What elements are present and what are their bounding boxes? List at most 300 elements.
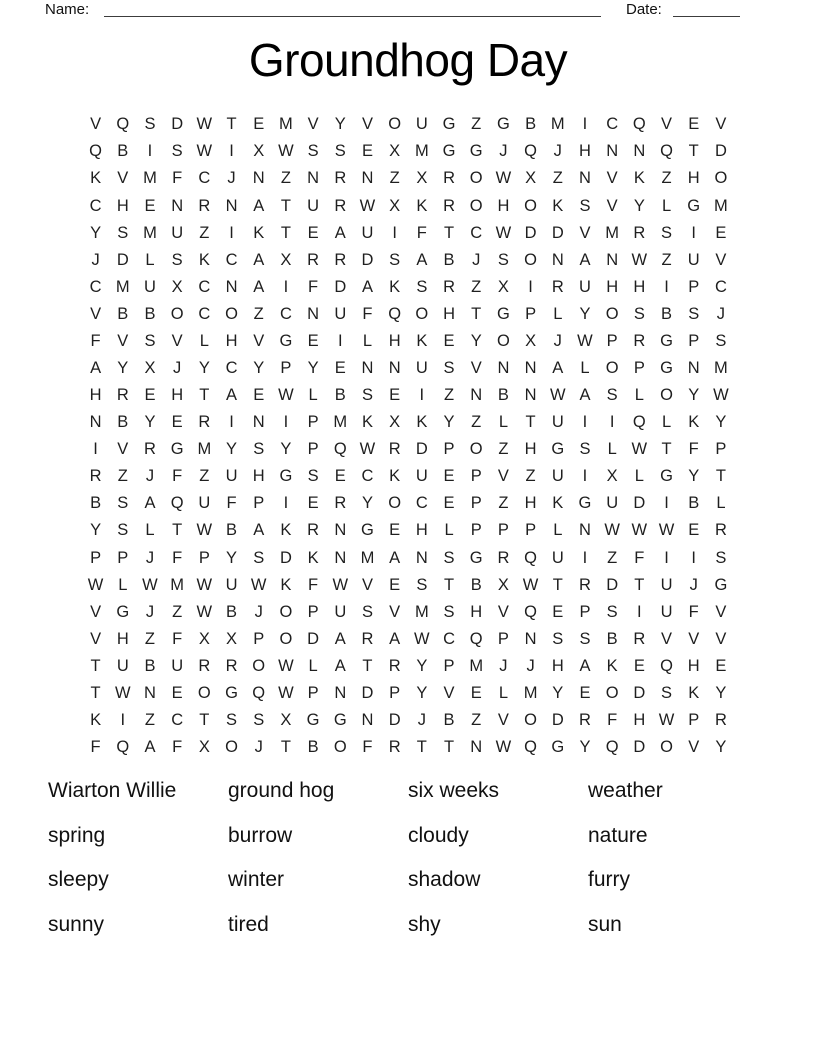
grid-letter-r2c18: J [553,142,562,161]
grid-letter-r20c9: D [307,629,320,648]
grid-letter-r16c17: P [525,521,537,540]
grid-letter-r9c2: V [117,331,129,350]
grid-letter-r9c10: I [337,331,343,350]
grid-letter-r2c4: S [171,142,183,161]
grid-letter-r1c12: O [388,115,402,134]
grid-letter-r7c7: A [253,277,265,296]
grid-letter-r19c8: O [279,602,293,621]
grid-letter-r21c4: U [171,656,184,675]
grid-letter-r14c1: R [89,467,102,486]
grid-letter-r8c1: V [90,304,102,323]
word-item-shy: shy [408,912,441,936]
grid-letter-r3c15: O [469,169,483,188]
grid-letter-r24c9: B [307,738,319,757]
grid-letter-r17c18: U [551,548,564,567]
grid-letter-r10c12: N [388,358,401,377]
grid-letter-r20c15: Q [469,629,483,648]
grid-letter-r15c14: E [443,494,455,513]
grid-letter-r15c20: U [606,494,619,513]
grid-letter-r21c17: J [526,656,535,675]
grid-letter-r18c4: M [170,575,185,594]
grid-letter-r15c24: L [716,494,726,513]
grid-letter-r9c15: Y [470,331,482,350]
grid-letter-r8c6: O [225,304,238,323]
grid-letter-r23c9: G [306,711,320,729]
grid-letter-r15c17: H [524,494,537,513]
grid-letter-r14c14: E [443,467,455,486]
grid-letter-r5c14: T [443,223,455,242]
grid-letter-r19c24: V [715,602,727,621]
grid-letter-r16c15: P [470,521,482,540]
grid-letter-r12c15: Z [471,413,482,432]
grid-letter-r13c8: Y [280,440,292,459]
word-item-wiarton-willie: Wiarton Willie [48,779,177,802]
grid-letter-r19c23: F [688,602,699,621]
grid-letter-r2c9: S [307,142,319,161]
grid-letter-r22c19: E [579,683,591,702]
grid-letter-r16c21: W [631,521,648,540]
grid-letter-r16c6: B [226,521,238,540]
grid-letter-r12c24: Y [715,413,727,432]
grid-letter-r23c12: D [388,711,401,729]
grid-letter-r4c12: X [389,196,401,215]
grid-letter-r17c15: G [469,548,483,567]
grid-letter-r22c11: D [361,683,374,702]
grid-letter-r2c20: N [606,142,619,161]
grid-letter-r24c4: F [172,738,183,757]
grid-letter-r23c11: N [361,711,374,729]
grid-letter-r10c10: E [334,358,346,377]
grid-letter-r17c13: N [415,548,428,567]
grid-letter-r5c6: I [229,223,234,242]
grid-letter-r11c12: E [389,386,401,405]
grid-letter-r3c9: N [307,169,320,188]
grid-letter-r23c21: H [633,711,646,729]
grid-letter-r22c13: Y [416,683,428,702]
grid-letter-r6c10: R [334,250,347,269]
grid-letter-r3c20: V [606,169,618,188]
grid-letter-r16c13: H [415,521,428,540]
grid-letter-r22c6: G [225,683,238,702]
grid-letter-r13c10: Q [333,440,347,459]
grid-letter-r4c20: V [606,196,618,215]
grid-letter-r5c9: E [307,223,319,242]
grid-letter-r21c8: W [278,656,294,675]
grid-letter-r7c8: I [283,277,289,296]
grid-letter-r16c8: K [280,521,292,540]
grid-letter-r8c20: O [605,304,619,323]
grid-letter-r14c11: C [361,467,374,486]
grid-letter-r2c24: D [714,142,727,161]
grid-letter-r12c3: Y [144,413,156,432]
grid-letter-r8c3: B [144,304,156,323]
grid-letter-r23c1: K [90,711,102,729]
grid-letter-r9c5: L [199,331,209,350]
grid-letter-r1c22: V [661,115,673,134]
grid-letter-r20c21: R [633,629,646,648]
grid-letter-r23c15: Z [471,711,482,729]
grid-letter-r24c21: D [633,738,646,757]
grid-letter-r19c7: J [254,602,263,621]
grid-letter-r14c21: L [634,467,644,486]
grid-letter-r1c14: G [442,115,456,134]
grid-letter-r12c20: I [609,413,615,432]
grid-letter-r7c22: I [664,277,669,296]
grid-letter-r6c18: N [551,250,564,269]
grid-letter-r23c4: C [171,711,184,729]
grid-letter-r6c3: L [145,250,155,269]
grid-letter-r11c7: E [253,386,265,405]
grid-letter-r8c14: H [443,304,455,323]
grid-letter-r5c17: D [524,223,537,242]
grid-letter-r24c17: Q [524,738,538,757]
grid-letter-r14c16: V [497,467,509,486]
grid-letter-r9c14: E [443,331,455,350]
grid-letter-r5c20: M [605,223,620,242]
grid-letter-r19c22: U [660,602,673,621]
word-item-six-weeks: six weeks [408,779,500,802]
grid-letter-r22c1: T [90,683,101,702]
grid-letter-r1c6: T [226,115,237,134]
grid-letter-r3c14: R [443,169,455,188]
grid-letter-r17c8: D [279,548,292,567]
grid-letter-r9c17: X [525,331,537,350]
grid-letter-r13c7: S [253,440,265,459]
grid-letter-r2c21: N [633,142,646,161]
grid-letter-r21c10: A [334,656,346,675]
word-item-sun: sun [588,912,622,936]
grid-letter-r12c1: N [89,413,102,432]
grid-letter-r6c12: S [389,250,401,269]
grid-letter-r15c5: U [198,494,211,513]
grid-letter-r11c21: L [634,386,644,405]
grid-letter-r2c15: G [469,142,483,161]
grid-letter-r19c10: U [334,602,347,621]
grid-letter-r2c2: B [117,142,129,161]
grid-letter-r18c18: T [552,575,563,594]
grid-letter-r6c23: U [687,250,700,269]
grid-letter-r12c22: L [661,413,672,432]
word-item-sleepy: sleepy [48,868,109,891]
grid-letter-r9c11: L [362,331,373,350]
grid-letter-r3c3: M [143,169,157,188]
grid-letter-r1c24: V [715,115,727,134]
grid-letter-r2c1: Q [89,142,103,161]
grid-letter-r22c18: Y [552,683,564,702]
grid-letter-r21c15: M [469,656,484,675]
grid-letter-r4c1: C [89,196,102,215]
grid-letter-r14c20: X [606,467,618,486]
grid-letter-r23c17: O [524,711,538,729]
grid-letter-r5c13: F [416,223,427,242]
grid-letter-r11c4: H [171,386,184,405]
grid-letter-r3c7: N [252,169,265,188]
grid-letter-r2c17: Q [524,142,538,161]
grid-letter-r19c9: P [307,602,319,621]
grid-letter-r18c7: W [250,575,267,594]
grid-letter-r1c7: E [253,115,265,134]
grid-letter-r23c5: T [199,711,210,729]
grid-letter-r22c4: E [171,683,183,702]
grid-letter-r9c22: G [660,331,673,350]
grid-letter-r7c11: A [361,277,373,296]
grid-letter-r7c13: S [416,277,428,296]
grid-letter-r14c7: H [252,467,265,486]
grid-letter-r13c14: P [443,440,455,459]
grid-letter-r2c16: J [499,142,508,161]
date-label: Date: [626,1,662,18]
grid-letter-r24c8: T [280,738,291,757]
grid-letter-r3c1: K [90,169,102,188]
grid-letter-r21c7: O [252,656,266,675]
grid-letter-r11c6: A [226,386,238,405]
grid-letter-r24c6: O [225,738,238,757]
grid-letter-r14c9: S [307,467,319,486]
grid-letter-r4c6: N [225,196,238,215]
grid-letter-r10c20: O [605,358,619,377]
grid-letter-r20c19: S [579,629,591,648]
grid-letter-r11c2: R [116,386,129,405]
grid-letter-r16c18: L [553,521,563,540]
grid-letter-r24c7: J [254,738,263,757]
page-title: Groundhog Day [248,34,568,86]
grid-letter-r4c2: H [116,196,129,215]
grid-letter-r11c20: S [606,386,618,405]
grid-letter-r10c22: G [660,358,673,377]
grid-letter-r9c24: S [715,331,727,350]
word-item-spring: spring [48,823,106,847]
grid-letter-r16c3: L [145,521,155,540]
grid-letter-r8c16: G [496,304,510,323]
grid-letter-r1c17: B [525,115,537,134]
grid-letter-r13c2: V [117,440,129,459]
grid-letter-r10c13: U [415,358,428,377]
grid-letter-r2c12: X [389,142,401,161]
grid-letter-r21c23: H [687,656,700,675]
grid-letter-r7c14: R [443,277,455,296]
grid-letter-r7c12: K [389,277,401,296]
grid-letter-r1c10: Y [334,115,346,134]
grid-letter-r22c9: P [307,683,319,702]
grid-letter-r22c24: Y [715,683,727,702]
grid-letter-r20c2: H [116,629,129,648]
grid-letter-r9c4: V [171,331,183,350]
grid-letter-r21c14: P [443,656,455,675]
grid-letter-r11c19: A [579,386,591,405]
grid-letter-r13c23: F [688,440,699,459]
grid-letter-r19c17: Q [524,602,538,621]
grid-letter-r11c22: O [660,386,673,405]
grid-letter-r8c4: O [170,304,184,323]
grid-letter-r18c14: T [443,575,455,594]
grid-letter-r15c7: P [253,494,265,513]
grid-letter-r9c6: H [225,331,238,350]
grid-letter-r16c24: R [714,521,727,540]
grid-letter-r20c1: V [90,629,102,648]
grid-letter-r10c11: N [361,358,374,377]
grid-letter-r20c20: B [606,629,618,648]
grid-letter-r21c5: R [198,656,211,675]
grid-letter-r22c12: P [389,683,401,702]
grid-letter-r7c9: F [308,277,319,296]
grid-letter-r5c3: M [143,223,157,242]
word-item-sunny: sunny [48,912,105,936]
grid-letter-r16c23: E [688,521,700,540]
grid-letter-r9c7: V [253,331,265,350]
grid-letter-r11c14: Z [443,386,455,405]
grid-letter-r10c16: N [497,358,510,377]
grid-letter-r19c3: J [145,602,155,621]
grid-letter-r3c19: N [579,169,591,188]
grid-letter-r12c14: Y [443,413,455,432]
grid-letter-r9c9: E [307,331,319,350]
grid-letter-r15c18: K [552,494,564,513]
grid-letter-r13c17: H [524,440,537,459]
grid-letter-r14c17: Z [525,467,536,486]
grid-letter-r3c23: H [687,169,700,188]
word-item-furry: furry [588,868,630,891]
grid-letter-r12c4: E [171,413,183,432]
grid-letter-r21c12: R [388,656,401,675]
grid-letter-r4c24: M [714,196,728,215]
grid-letter-r12c2: B [117,413,129,432]
grid-letter-r10c23: N [687,358,700,377]
grid-letter-r21c13: Y [416,656,428,675]
grid-letter-r5c1: Y [90,223,102,242]
grid-letter-r9c1: F [90,331,101,350]
grid-letter-r20c10: A [334,629,346,648]
grid-letter-r1c5: W [196,115,213,134]
grid-letter-r21c11: T [362,656,373,675]
grid-letter-r12c16: L [498,413,508,432]
grid-letter-r10c9: Y [307,358,319,377]
grid-letter-r23c24: R [714,711,727,729]
grid-letter-r2c11: E [361,142,373,161]
grid-letter-r21c2: U [116,656,129,675]
grid-letter-r3c16: W [495,169,512,188]
grid-letter-r2c22: Q [660,142,673,161]
grid-letter-r22c2: W [114,683,131,702]
grid-letter-r6c2: D [116,250,129,269]
grid-letter-r7c23: P [688,277,700,296]
grid-letter-r18c13: S [416,575,428,594]
grid-letter-r12c5: R [198,413,211,432]
grid-letter-r2c14: G [442,142,456,161]
grid-letter-r22c17: M [523,683,538,702]
grid-letter-r18c23: J [689,575,698,594]
grid-letter-r10c15: V [470,358,482,377]
grid-letter-r13c19: S [579,440,591,459]
grid-letter-r3c4: F [172,169,183,188]
grid-letter-r18c21: T [634,575,645,594]
grid-letter-r9c20: P [606,331,618,350]
grid-letter-r14c18: U [551,467,564,486]
grid-letter-r6c16: S [497,250,509,269]
grid-letter-r19c5: W [196,602,213,621]
grid-letter-r15c23: B [688,494,700,513]
grid-letter-r16c4: T [172,521,183,540]
grid-letter-r24c3: A [144,738,156,757]
grid-letter-r13c24: P [715,440,727,459]
grid-letter-r13c21: W [631,440,648,459]
grid-letter-r20c18: S [552,629,564,648]
grid-letter-r18c17: W [522,575,539,594]
grid-letter-r18c20: D [606,575,619,594]
grid-letter-r20c12: A [389,629,401,648]
grid-letter-r3c2: V [117,169,129,188]
grid-letter-r3c22: Z [661,169,672,188]
grid-letter-r7c5: C [198,277,211,296]
grid-letter-r14c6: U [225,467,238,486]
grid-letter-r21c22: Q [660,656,673,675]
grid-letter-r7c17: I [528,277,533,296]
grid-letter-r16c14: L [444,521,454,540]
grid-letter-r18c3: W [142,575,158,594]
grid-letter-r21c24: E [715,656,727,675]
grid-letter-r12c10: M [333,413,348,432]
grid-letter-r19c14: S [443,602,455,621]
grid-letter-r17c22: I [664,548,669,567]
grid-letter-r18c1: W [87,575,104,594]
grid-letter-r6c4: S [171,250,183,269]
grid-letter-r11c9: L [308,386,318,405]
grid-letter-r14c13: U [415,467,428,486]
grid-letter-r14c24: T [715,467,726,486]
grid-letter-r2c6: I [229,142,234,161]
grid-letter-r12c18: U [551,413,564,432]
grid-letter-r1c11: V [361,115,373,134]
grid-letter-r17c21: F [634,548,645,567]
grid-letter-r14c19: I [582,467,588,486]
grid-letter-r23c3: Z [144,711,156,729]
grid-letter-r16c5: W [196,521,213,540]
grid-letter-r19c2: G [116,602,130,621]
grid-letter-r15c22: I [664,494,669,513]
grid-letter-r20c17: N [524,629,537,648]
date-blank-line [673,0,740,17]
grid-letter-r18c10: W [332,575,349,594]
grid-letter-r20c5: X [198,629,210,648]
grid-letter-r24c19: Y [579,738,591,757]
grid-letter-r24c14: T [443,738,455,757]
grid-letter-r5c7: K [253,223,265,242]
grid-letter-r13c11: W [359,440,376,459]
grid-letter-r18c19: R [579,575,591,594]
grid-letter-r4c5: R [198,196,211,215]
grid-letter-r5c4: U [171,223,184,242]
grid-letter-r24c12: R [388,738,401,757]
grid-letter-r17c17: Q [524,548,538,567]
grid-letter-r19c18: E [552,602,564,621]
grid-letter-r20c16: P [497,629,509,648]
grid-letter-r20c14: C [443,629,455,648]
grid-letter-r14c8: G [279,467,293,486]
grid-letter-r11c17: N [524,386,537,405]
grid-letter-r4c10: R [334,196,347,215]
grid-letter-r17c10: N [334,548,347,567]
grid-letter-r24c10: O [333,738,347,757]
grid-letter-r15c2: S [117,494,129,513]
grid-letter-r17c24: S [715,548,727,567]
grid-letter-r17c19: I [582,548,588,567]
grid-letter-r6c24: V [715,250,727,269]
grid-letter-r18c2: L [118,575,128,594]
grid-letter-r8c10: U [334,304,347,323]
grid-letter-r22c23: K [688,683,700,702]
grid-letter-r14c10: E [334,467,346,486]
grid-letter-r11c15: N [470,386,483,405]
grid-letter-r6c17: O [524,250,538,269]
